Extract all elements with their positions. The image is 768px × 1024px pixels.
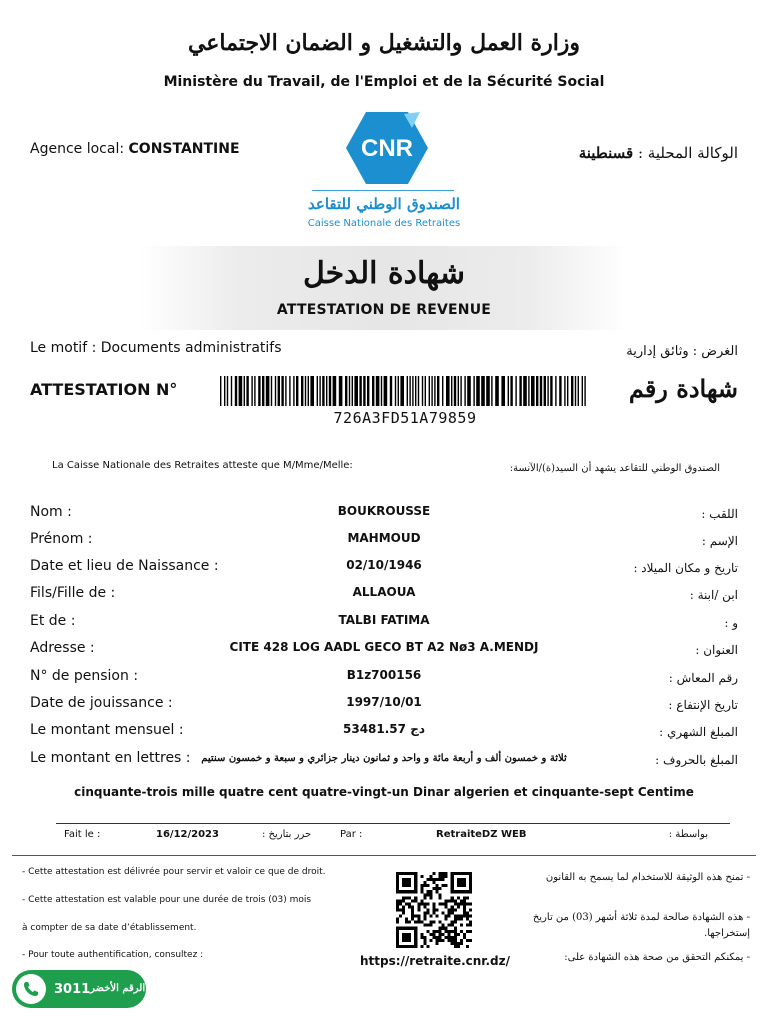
document-title-fr: ATTESTATION DE REVENUE xyxy=(276,302,492,318)
verify-url-link[interactable]: https://retraite.cnr.dz/ xyxy=(359,954,511,968)
green-number-label-ar: الرقم الأخضر xyxy=(90,983,146,994)
field-label-ar: ابن /ابنة : xyxy=(689,588,738,602)
agency-ar-label: الوكالة المحلية : xyxy=(637,144,738,162)
attestation-label-ar: شهادة رقم xyxy=(628,374,738,403)
ministry-title-fr: Ministère du Travail, de l'Emploi et de la Sécurité Social xyxy=(163,74,605,90)
field-value: B1z700156 xyxy=(346,668,422,682)
field-row-pension xyxy=(0,668,768,692)
barcode xyxy=(220,376,590,406)
motif-ar: الغرض : وثائق إدارية xyxy=(626,344,738,359)
attestation-number: 726A3FD51A79859 xyxy=(333,409,477,427)
logo-name-fr: Caisse Nationale des Retraites xyxy=(307,218,461,229)
field-label-fr: N° de pension : xyxy=(30,668,139,684)
field-value: TALBI FATIMA xyxy=(338,613,430,627)
field-label-ar: تاريخ الإنتفاع : xyxy=(668,698,738,712)
note-fr: - Cette attestation est valable pour une durée de trois (03) mois xyxy=(22,895,312,905)
field-row-nom xyxy=(0,504,768,528)
field-label-fr: Date de jouissance : xyxy=(30,695,173,711)
phone-icon xyxy=(16,974,46,1004)
field-row-et-de xyxy=(0,613,768,637)
field-row-fils-de xyxy=(0,585,768,609)
field-label-ar: المبلغ الشهري : xyxy=(659,725,738,739)
field-value: 1997/10/01 xyxy=(346,695,422,709)
harrir-label-ar: حرر بتاريخ : xyxy=(262,829,312,840)
field-row-prenom xyxy=(0,531,768,555)
field-value: 02/10/1946 xyxy=(346,558,422,572)
fait-le-label: Fait le : xyxy=(64,829,101,840)
note-fr: - Cette attestation est délivrée pour servir et valoir ce que de droit. xyxy=(22,867,326,877)
field-value: CITE 428 LOG AADL GECO BT A2 Nø3 A.MENDJ xyxy=(229,640,539,654)
footer-divider xyxy=(56,823,730,824)
green-number: 3011 xyxy=(54,982,91,997)
field-value: 53481.57 دج xyxy=(343,722,425,736)
agency-ar xyxy=(579,144,738,162)
note-fr: - Pour toute authentification, consultez : xyxy=(22,950,204,960)
field-value: ثلاثة و خمسون ألف و أربعة مائة و واحد و ثمانون دينار جزائري و سبعة و خمسون سنتيم xyxy=(201,753,567,764)
field-label-ar: المبلغ بالحروف : xyxy=(655,753,738,767)
field-label-ar: اللقب : xyxy=(701,507,738,521)
cnr-logo xyxy=(344,110,430,186)
agency-ar-value: قسنطينة xyxy=(578,144,634,162)
field-value: ALLAOUA xyxy=(352,585,416,599)
ministry-title-ar: وزارة العمل والتشغيل و الضمان الاجتماعي xyxy=(187,30,581,56)
field-label-fr: Date et lieu de Naissance : xyxy=(30,558,219,574)
motif-fr: Le motif : Documents administratifs xyxy=(30,340,282,356)
field-label-fr: Fils/Fille de : xyxy=(30,585,116,601)
field-label-fr: Et de : xyxy=(30,613,76,629)
amount-words-fr: cinquante-trois mille quatre cent quatre-vingt-un Dinar algerien et cinquante-sept Centime xyxy=(74,785,694,799)
par-value: RetraiteDZ WEB xyxy=(436,829,527,840)
logo-divider xyxy=(312,190,454,191)
field-label-ar: تاريخ و مكان الميلاد : xyxy=(633,561,738,575)
field-label-fr: Le montant mensuel : xyxy=(30,722,184,738)
field-row-montant xyxy=(0,722,768,746)
document-title-ar: شهادة الدخل xyxy=(302,256,466,291)
agency-fr-label: Agence local: xyxy=(30,141,125,157)
field-row-lettres xyxy=(0,750,768,774)
agency-fr-value: CONSTANTINE xyxy=(128,141,240,157)
logo-name-ar: الصندوق الوطني للتقاعد xyxy=(308,195,460,213)
agency-fr xyxy=(30,141,240,157)
field-label-fr: Prénom : xyxy=(30,531,93,547)
fait-le-value: 16/12/2023 xyxy=(156,829,219,840)
field-row-naissance xyxy=(0,558,768,582)
qr-code[interactable] xyxy=(396,872,472,948)
attests-fr: La Caisse Nationale des Retraites atteste que M/Mme/Melle: xyxy=(52,460,353,471)
bywasita-label-ar: بواسطة : xyxy=(668,829,708,840)
field-label-ar: و : xyxy=(724,616,738,630)
field-label-fr: Le montant en lettres : xyxy=(30,750,191,766)
field-label-ar: رقم المعاش : xyxy=(668,671,738,685)
attests-ar: الصندوق الوطني للتقاعد يشهد أن السيد(ة)/الآنسة: xyxy=(509,463,720,474)
note-fr: à compter de sa date d’établissement. xyxy=(22,923,197,933)
field-label-fr: Adresse : xyxy=(30,640,95,656)
note-ar: - هذه الشهادة صالحة لمدة ثلاثة أشهر (03) من تاريخ إستخراجها. xyxy=(532,912,750,939)
notes-divider xyxy=(12,855,756,856)
note-ar: - تمنح هذه الوثيقة للاستخدام لما يسمح به القانون xyxy=(545,872,750,883)
logo-acronym: CNR xyxy=(361,135,413,162)
field-label-fr: Nom : xyxy=(30,504,72,520)
field-row-adresse xyxy=(0,640,768,664)
field-value: MAHMOUD xyxy=(347,531,421,545)
field-row-jouissance xyxy=(0,695,768,719)
note-ar: - يمكنكم التحقق من صحة هذه الشهادة على: xyxy=(564,952,750,963)
field-label-ar: العنوان : xyxy=(695,643,738,657)
attestation-label-fr: ATTESTATION N° xyxy=(30,380,178,399)
field-value: BOUKROUSSE xyxy=(337,504,431,518)
par-label: Par : xyxy=(340,829,363,840)
field-label-ar: الإسم : xyxy=(701,534,738,548)
